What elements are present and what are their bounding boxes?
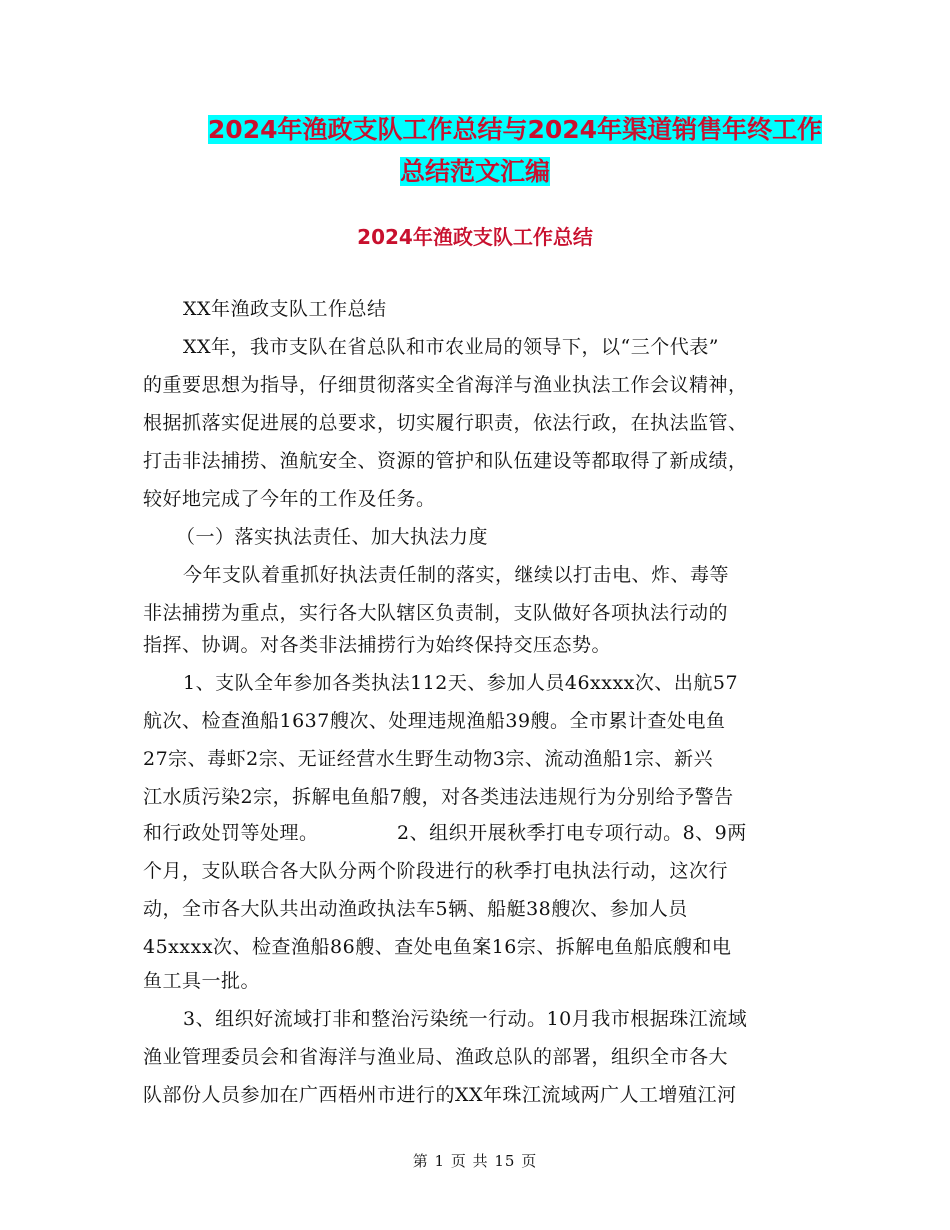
body-line: 航次、检查渔船1637艘次、处理违规渔船39艘。全市累计查处电鱼	[143, 710, 726, 732]
body-line: 27宗、毒虾2宗、无证经营水生野生动物3宗、流动渔船1宗、新兴	[143, 748, 713, 770]
document-title-line-2: 总结范文汇编	[399, 157, 550, 186]
body-line: 1、支队全年参加各类执法112天、参加人员46xxxx次、出航57	[183, 672, 739, 694]
body-line: 指挥、协调。对各类非法捕捞行为始终保持交压态势。	[143, 634, 612, 656]
body-line: 打击非法捕捞、渔航安全、资源的管护和队伍建设等都取得了新成绩，	[143, 450, 748, 472]
document-title-line-1: 2024年渔政支队工作总结与2024年渠道销售年终工作	[207, 115, 823, 144]
body-line: 动，全市各大队共出动渔政执法车5辆、船艇38艘次、参加人员	[143, 898, 688, 920]
body-line: 江水质污染2宗，拆解电鱼船7艘，对各类违法违规行为分别给予警告	[143, 786, 734, 808]
section-heading: 2024年渔政支队工作总结	[357, 225, 593, 249]
body-line: 根据抓落实促进展的总要求，切实履行职责，依法行政，在执法监管、	[143, 412, 748, 434]
body-line: 非法捕捞为重点，实行各大队辖区负责制，支队做好各项执法行动的	[143, 602, 729, 624]
body-line: 的重要思想为指导，仔细贯彻落实全省海洋与渔业执法工作会议精神，	[143, 374, 748, 396]
body-line: 鱼工具一批。	[143, 970, 261, 992]
body-line: 45xxxx次、检查渔船86艘、查处电鱼案16宗、拆解电鱼船底艘和电	[143, 936, 732, 958]
body-line: 队部份人员参加在广西梧州市进行的XX年珠江流域两广人工增殖江河	[143, 1084, 737, 1106]
body-line: 今年支队着重抓好执法责任制的落实，继续以打击电、炸、毒等	[183, 564, 730, 586]
body-line: 和行政处罚等处理。 2、组织开展秋季打电专项行动。8、9两	[143, 822, 747, 844]
page-number-footer: 第 1 页 共 15 页	[412, 1152, 538, 1170]
body-line: 较好地完成了今年的工作及任务。	[143, 488, 436, 510]
body-line: 个月，支队联合各大队分两个阶段进行的秋季打电执法行动，这次行	[143, 860, 729, 882]
body-line: 渔业管理委员会和省海洋与渔业局、渔政总队的部署，组织全市各大	[143, 1046, 729, 1068]
body-line: XX年渔政支队工作总结	[183, 298, 387, 320]
body-line: （一）落实执法责任、加大执法力度	[176, 526, 489, 548]
body-line: 3、组织好流域打非和整治污染统一行动。10月我市根据珠江流域	[183, 1008, 748, 1030]
body-line: XX年，我市支队在省总队和市农业局的领导下，以“三个代表”	[183, 336, 719, 358]
